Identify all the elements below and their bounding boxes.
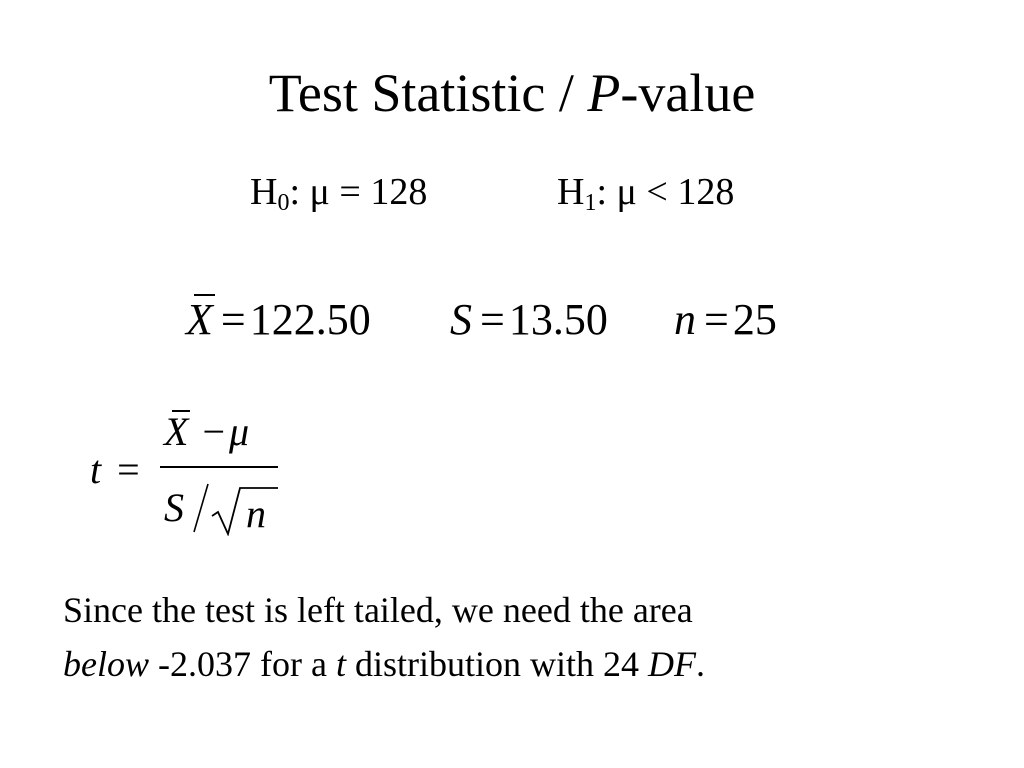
- slash-sqrt-icon: [190, 480, 280, 536]
- num-mu: μ: [229, 409, 250, 454]
- num-minus: −: [202, 409, 225, 454]
- sample-size: [674, 292, 777, 348]
- t-symbol: t: [90, 447, 102, 492]
- xbar-value: 122.50: [249, 295, 371, 344]
- sample-mean: [186, 292, 371, 348]
- h0-letter: H: [250, 171, 278, 213]
- den-s: S: [164, 485, 184, 530]
- para-df: DF: [647, 644, 696, 684]
- formula-lhs: [90, 446, 140, 494]
- equals-sign: =: [480, 295, 505, 344]
- formula-numerator: [164, 408, 249, 456]
- h1-subscript: 1: [584, 190, 597, 216]
- para-below: below: [63, 644, 149, 684]
- h0-body: : μ = 128: [289, 171, 428, 213]
- explanation-text: [63, 583, 963, 691]
- n-value: 25: [732, 295, 777, 344]
- sample-std: [450, 292, 608, 348]
- den-n-wrap: [246, 490, 266, 538]
- title-main: Test Statistic /: [268, 63, 588, 123]
- para-t: t: [335, 644, 346, 684]
- h1-letter: H: [557, 171, 585, 213]
- title-p: P: [587, 63, 621, 123]
- equals-sign: =: [704, 295, 729, 344]
- formula-denominator: [164, 484, 184, 532]
- fraction-bar: [160, 466, 278, 468]
- n-symbol: n: [674, 295, 696, 344]
- para-line1: Since the test is left tailed, we need the area: [63, 590, 693, 630]
- s-symbol: S: [450, 295, 472, 344]
- formula-equals: =: [117, 447, 140, 492]
- para-mid2: distribution with 24: [345, 644, 648, 684]
- para-mid1: -2.037 for a: [149, 644, 336, 684]
- para-end: .: [695, 644, 705, 684]
- alternative-hypothesis: [557, 168, 734, 216]
- slide-title: [0, 58, 1024, 128]
- equals-sign: =: [220, 295, 246, 344]
- title-rest: -value: [620, 63, 756, 123]
- den-n: n: [246, 491, 266, 536]
- null-hypothesis: [250, 168, 427, 216]
- num-xbar: X: [164, 409, 189, 454]
- h1-body: : μ < 128: [596, 171, 735, 213]
- xbar-symbol: X: [186, 292, 213, 348]
- h0-subscript: 0: [277, 190, 290, 216]
- s-value: 13.50: [508, 295, 608, 344]
